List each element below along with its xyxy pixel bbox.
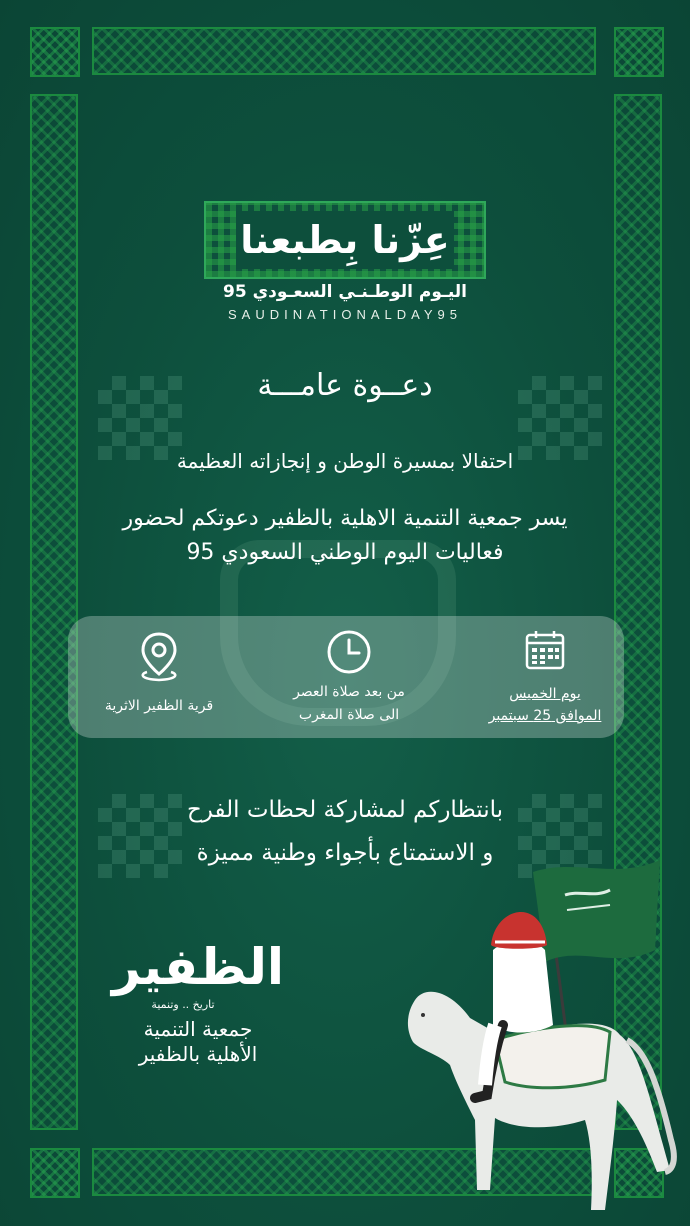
corner-ornament-top-right xyxy=(614,27,664,77)
corner-ornament-top-left xyxy=(30,27,80,77)
organization-logo xyxy=(108,922,288,1067)
clock-icon xyxy=(325,628,373,680)
logo-english: SAUDINATIONALDAY95 xyxy=(227,307,462,322)
organization-tagline: تاريخ .. وتنمية xyxy=(151,998,215,1011)
event-details-card xyxy=(68,616,624,738)
organization-line-1: جمعية التنمية xyxy=(143,1017,253,1041)
date-info xyxy=(460,616,630,738)
organization-name: الظفير xyxy=(111,938,285,996)
calendar-icon xyxy=(523,628,567,676)
location-pin-icon xyxy=(134,628,184,686)
invitation-line-2: يسر جمعية التنمية الاهلية بالظفير دعوتكم لحضور xyxy=(122,506,568,531)
date-text-2: الموافق 25 سبتمبر xyxy=(488,708,602,724)
closing-line-2: و الاستمتاع بأجواء وطنية مميزة xyxy=(196,840,494,866)
organization-line-2: الأهلية بالظفير xyxy=(138,1042,258,1066)
closing-line-1: بانتظاركم لمشاركة لحظات الفرح xyxy=(186,797,504,823)
location-text: قرية الظفير الاثرية xyxy=(104,698,214,714)
time-text-1: من بعد صلاة العصر xyxy=(293,684,405,700)
invitation-line-1: احتفالا بمسيرة الوطن و إنجازاته العظيمة xyxy=(176,449,514,473)
time-text-2: الى صلاة المغرب xyxy=(298,707,400,723)
border-left xyxy=(30,94,78,1130)
corner-ornament-bottom-left xyxy=(30,1148,80,1198)
logo-subtitle: اليـوم الوطـنـي السعـودي 95 xyxy=(222,282,468,302)
border-top xyxy=(92,27,596,75)
invitation-line-3: فعاليات اليوم الوطني السعودي 95 xyxy=(186,540,504,565)
date-text-1: يوم الخميس xyxy=(509,686,581,702)
logo-slogan: عِزّنا بِطبعنا xyxy=(240,218,450,262)
location-info xyxy=(74,616,244,738)
logo-core xyxy=(236,211,454,269)
national-day-logo xyxy=(204,201,486,279)
horse-rider-illustration xyxy=(395,850,685,1226)
time-info xyxy=(264,616,434,738)
invitation-title: دعــوة عامـــة xyxy=(257,368,433,403)
